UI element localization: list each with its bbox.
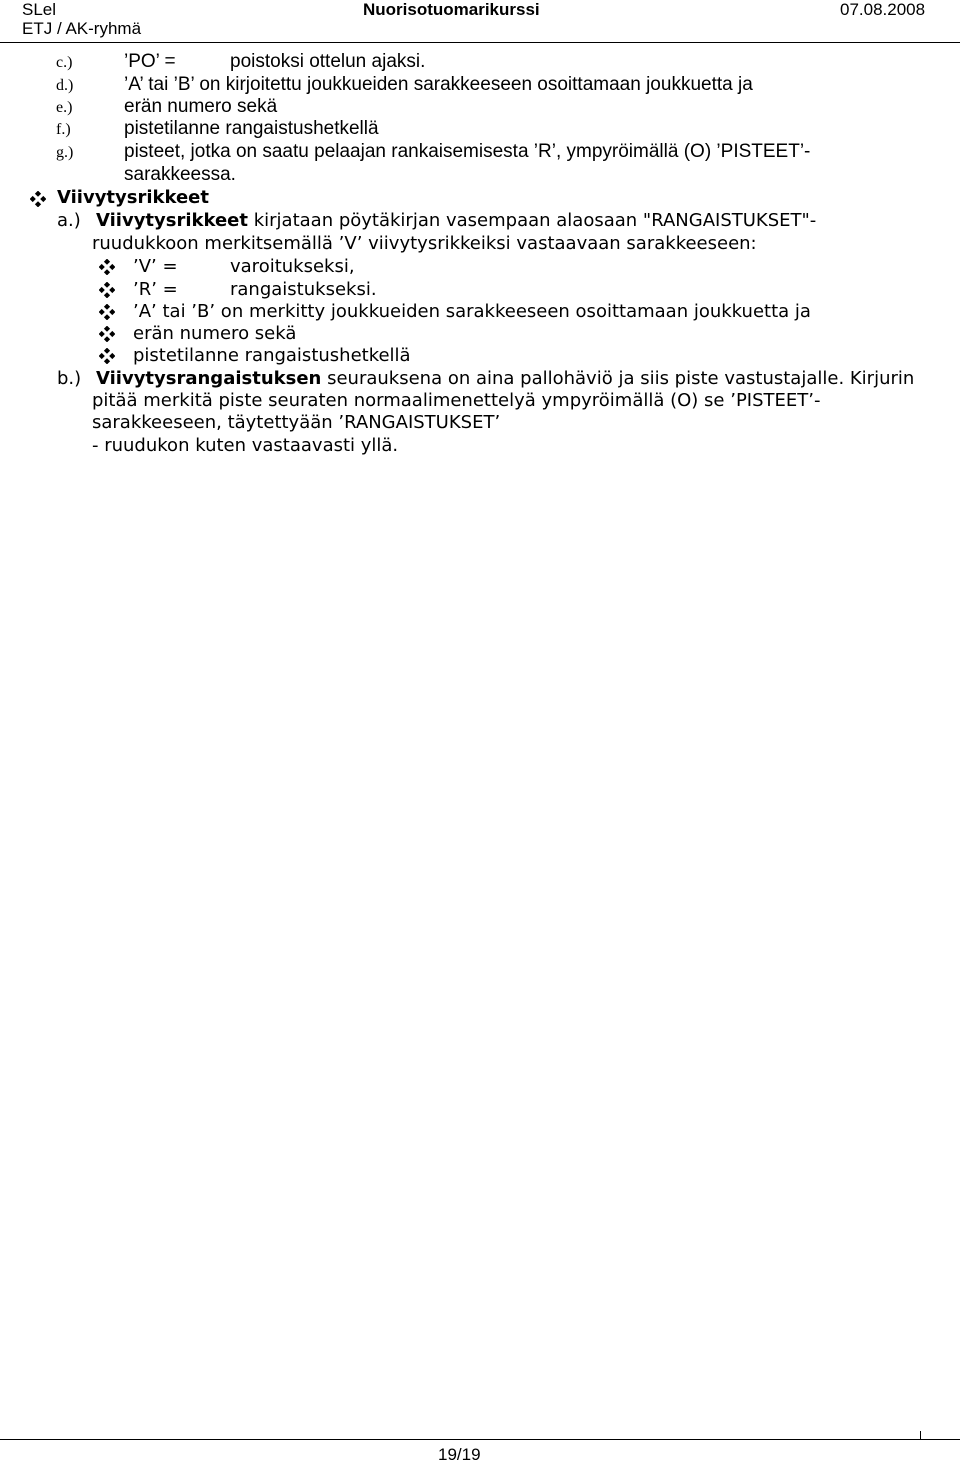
sub-item-ab: ’A’ tai ’B’ on merkitty joukkueiden sarakkeeseen osoittamaan joukkuetta ja	[133, 301, 811, 322]
sub-item-era: erän numero sekä	[133, 323, 297, 344]
list-item-c-term: ’PO’ =	[124, 51, 176, 72]
para-b-label: b.)	[57, 368, 82, 389]
sub-item-v-desc: varoitukseksi,	[230, 256, 355, 277]
sub-item-r-desc: rangaistukseksi.	[230, 279, 377, 300]
list-label-g: g.)	[56, 144, 74, 161]
diamond-bullet-icon	[99, 326, 115, 342]
list-label-f: f.)	[56, 121, 71, 138]
list-item-d: ’A’ tai ’B’ on kirjoitettu joukkueiden sarakkeeseen osoittamaan joukkuetta ja	[124, 74, 753, 95]
list-label-c: c.)	[56, 54, 73, 71]
header-title: Nuorisotuomarikurssi	[363, 0, 540, 19]
para-b-line1-rest: seurauksena on aina pallohäviö ja siis piste vastustajalle. Kirjurin	[321, 368, 915, 389]
para-b-line4: - ruudukon kuten vastaavasti yllä.	[92, 435, 399, 456]
para-b-line3: sarakkeeseen, täytettyään ’RANGAISTUKSET’	[92, 412, 501, 433]
para-a-bold: Viivytysrikkeet	[96, 210, 248, 231]
para-a-line1-rest: kirjataan pöytäkirjan vasempaan alaosaan "RANGAISTUKSET"-	[248, 210, 817, 231]
para-a-line1	[96, 210, 816, 232]
list-label-e: e.)	[56, 99, 73, 116]
header-group: ETJ / AK-ryhmä	[22, 19, 142, 38]
list-item-c-desc: poistoksi ottelun ajaksi.	[230, 51, 426, 72]
list-label-d: d.)	[56, 77, 74, 94]
diamond-bullet-icon	[99, 348, 115, 364]
list-item-g-cont: sarakkeessa.	[124, 164, 236, 185]
sub-item-score: pistetilanne rangaistushetkellä	[133, 345, 411, 366]
diamond-bullet-icon	[99, 282, 115, 298]
diamond-bullet-icon	[30, 191, 46, 207]
header-rule	[0, 42, 960, 43]
diamond-bullet-icon	[99, 259, 115, 275]
para-a-line2: ruudukkoon merkitsemällä ’V’ viivytysrikkeiksi vastaavaan sarakkeeseen:	[92, 233, 757, 254]
section-heading: Viivytysrikkeet	[57, 187, 209, 208]
sub-item-v-term: ’V’ =	[133, 256, 178, 277]
list-item-g: pisteet, jotka on saatu pelaajan rankaisemisesta ’R’, ympyröimällä (O) ’PISTEET’-	[124, 141, 811, 162]
footer-rule	[0, 1439, 960, 1440]
footer-tick	[920, 1431, 921, 1439]
page-number: 19/19	[438, 1445, 481, 1464]
para-b-line1	[96, 368, 914, 390]
para-a-label: a.)	[57, 210, 81, 231]
para-b-bold: Viivytysrangaistuksen	[96, 368, 322, 389]
list-item-f: pistetilanne rangaistushetkellä	[124, 118, 379, 139]
header-org: SLel	[22, 0, 57, 19]
list-item-e: erän numero sekä	[124, 96, 278, 117]
para-b-line2: pitää merkitä piste seuraten normaalimenettelyä ympyröimällä (O) se ’PISTEET’-	[92, 390, 821, 411]
diamond-bullet-icon	[99, 304, 115, 320]
sub-item-r-term: ’R’ =	[133, 279, 178, 300]
header-date: 07.08.2008	[840, 0, 926, 19]
